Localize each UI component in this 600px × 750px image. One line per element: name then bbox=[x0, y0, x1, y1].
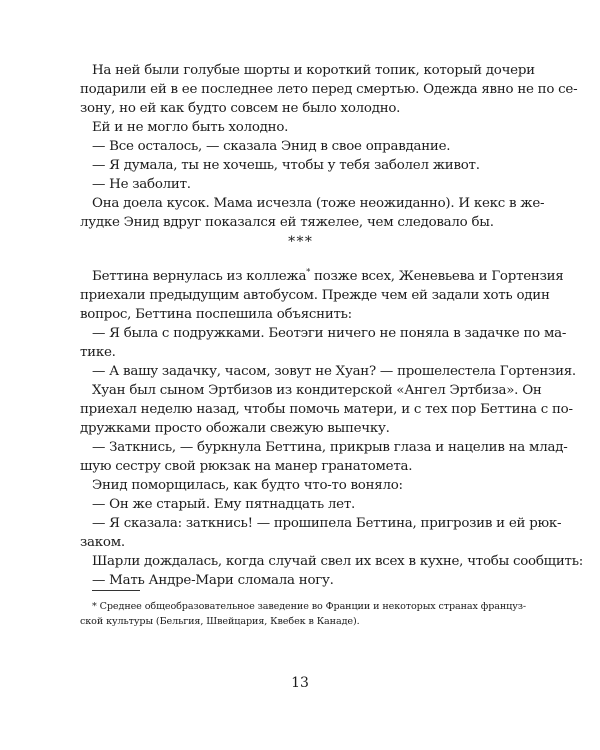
text-line: лудке Энид вдруг показался ей тяжелее, чем следовало бы. bbox=[80, 215, 494, 230]
text-line: — Все осталось, — сказала Энид в свое оправдание. bbox=[92, 139, 451, 154]
text-line: — Он же старый. Ему пятнадцать лет. bbox=[92, 497, 356, 512]
text-line: Энид поморщилась, как будто что-то воняло: bbox=[92, 478, 403, 493]
text-line: дружками просто обожали свежую выпечку. bbox=[80, 421, 390, 436]
text-line: — Заткнись, — буркнула Беттина, прикрыв глаза и нацелив на млад- bbox=[92, 440, 568, 455]
footnote-line: ской культуры (Бельгия, Швейцария, Квебек в Канаде). bbox=[80, 616, 360, 627]
text-line: приехали предыдущим автобусом. Прежде чем ей задали хоть один bbox=[80, 288, 550, 303]
text-line bbox=[92, 268, 564, 286]
text-line: Она доела кусок. Мама исчезла (тоже неожиданно). И кекс в же- bbox=[92, 196, 545, 211]
text-fragment: Беттина вернулась из коллежа bbox=[92, 269, 307, 284]
text-line: — Мать Андре-Мари сломала ногу. bbox=[92, 573, 334, 588]
text-line: подарили ей в ее последнее лето перед смертью. Одежда явно не по се- bbox=[80, 82, 578, 97]
text-line: зону, но ей как будто совсем не было холодно. bbox=[80, 101, 401, 116]
footnote-ref: * bbox=[306, 267, 310, 277]
page-number: 13 bbox=[291, 675, 309, 691]
text-line: — Я думала, ты не хочешь, чтобы у тебя заболел живот. bbox=[92, 158, 480, 173]
text-line: На ней были голубые шорты и короткий топик, который дочери bbox=[92, 63, 535, 78]
text-line: приехал неделю назад, чтобы помочь матери, и с тех пор Беттина с по- bbox=[80, 402, 573, 417]
text-line: — А вашу задачку, часом, зовут не Хуан? — прошелестела Гортензия. bbox=[92, 364, 576, 379]
text-line: тике. bbox=[80, 345, 116, 360]
text-line: шую сестру свой рюкзак на манер гранатомета. bbox=[80, 459, 413, 474]
footnote-line: * Среднее общеобразовательное заведение во Франции и некоторых странах француз- bbox=[92, 601, 527, 612]
text-line: — Не заболит. bbox=[92, 177, 191, 192]
text-line: Хуан был сыном Эртбизов из кондитерской «Ангел Эртбиза». Он bbox=[92, 383, 542, 398]
footnote-divider bbox=[92, 590, 140, 591]
text-line: — Я была с подружками. Беотэги ничего не поняла в задачке по ма- bbox=[92, 326, 567, 341]
text-line: — Я сказала: заткнись! — прошипела Беттина, пригрозив и ей рюк- bbox=[92, 516, 562, 531]
text-line: заком. bbox=[80, 535, 125, 550]
text-fragment: позже всех, Женевьева и Гортензия bbox=[313, 269, 564, 284]
text-line: Шарли дождалась, когда случай свел их всех в кухне, чтобы сообщить: bbox=[92, 554, 584, 569]
text-line: вопрос, Беттина поспешила объяснить: bbox=[80, 307, 352, 322]
text-line: Ей и не могло быть холодно. bbox=[92, 120, 289, 135]
section-separator: * * * bbox=[288, 234, 312, 250]
